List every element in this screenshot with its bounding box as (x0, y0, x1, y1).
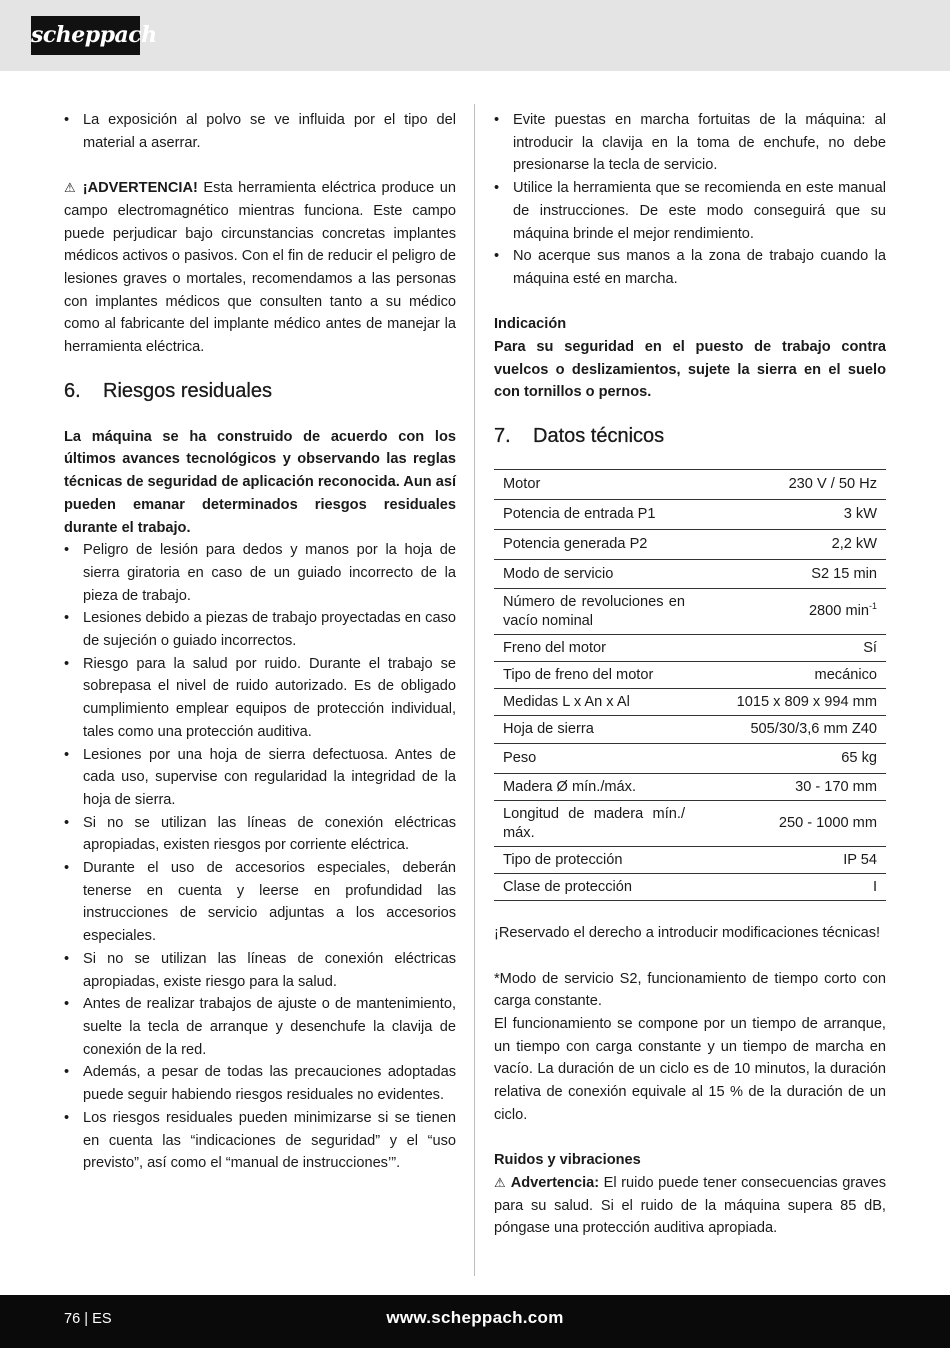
section-heading-technical-data (494, 423, 886, 449)
list-item: • Durante el uso de accesorios especiales, deberán tenerse en cuenta y leerse en profundidad las instrucciones de servicio adjuntas a los accesorios especiales. (64, 857, 456, 948)
noise-title: Ruidos y vibraciones (494, 1152, 641, 1169)
warning-triangle-icon: ⚠ (64, 180, 78, 196)
warning-text: Esta herramienta eléctrica produce un campo electromagnético mientras funciona. Este campo puede perjudicar bajo circunstancias concretas implantes médicos activos o pasivos. Con el fin de reducir el peligro de lesiones graves o mortales, recomendamos a las personas con implantes médicos que consulten tanto a su médico como al fabricante del implante médico antes de manejar la herramienta eléctrica. (64, 180, 457, 356)
list-item: • Peligro de lesión para dedos y manos por la hoja de sierra giratoria en caso de un guiado incorrecto de la pieza de trabajo. (64, 539, 456, 607)
noise-warning-label: Advertencia: (510, 1174, 600, 1191)
page-footer (0, 1295, 950, 1348)
list-item: • Riesgo para la salud por ruido. Durante el trabajo se sobrepasa el nivel de ruido autorizado. Es de obligado cumplimiento emplear equipos de protección individual, tales como una protección auditiva. (64, 653, 456, 744)
technical-data-table (494, 469, 886, 901)
table-row: Tipo de freno del motor mecánico (494, 662, 886, 689)
list-item: • No acerque sus manos a la zona de trabajo cuando la máquina esté en marcha. (494, 245, 886, 290)
residual-risks-list (64, 539, 456, 1175)
intro-list (64, 109, 456, 154)
table-row: Potencia de entrada P1 3 kW (494, 500, 886, 530)
note-text: Para su seguridad en el puesto de trabajo contra vuelcos o deslizamientos, sujete la sierra en el suelo con tornillos o pernos. (494, 339, 886, 401)
table-row: Madera Ø mín./máx. 30 - 170 mm (494, 774, 886, 801)
list-item: • Evite puestas en marcha fortuitas de la máquina: al introducir la clavija en la toma de enchufe, no debe presionarse la tecla de servicio. (494, 109, 886, 177)
list-item: • Los riesgos residuales pueden minimizarse si se tienen en cuenta las “indicaciones de seguridad” y el “uso previsto”, así como el “manual de instrucciones’”. (64, 1107, 456, 1175)
table-row: Tipo de protección IP 54 (494, 847, 886, 874)
page-header (0, 0, 950, 71)
section-title: Datos técnicos (533, 425, 665, 448)
list-item: • Además, a pesar de todas las precauciones adoptadas puede seguir habiendo riesgos residuales no evidentes. (64, 1061, 456, 1106)
brand-logo: scheppach (31, 16, 140, 55)
left-column (64, 109, 456, 1175)
warning-paragraph (64, 177, 456, 359)
list-item: • La exposición al polvo se ve influida por el tipo del material a aserrar. (64, 109, 456, 154)
table-row: Hoja de sierra 505/30/3,6 mm Z40 (494, 716, 886, 744)
noise-warning (494, 1172, 886, 1240)
list-item: • Si no se utilizan las líneas de conexión eléctricas apropiadas, existen riesgos por corriente eléctrica. (64, 812, 456, 857)
table-row: Freno del motor Sí (494, 635, 886, 662)
right-column (494, 109, 886, 1240)
reserved-notice: ¡Reservado el derecho a introducir modificaciones técnicas! (494, 925, 881, 942)
website-url: www.scheppach.com (386, 1308, 564, 1327)
list-item: • Si no se utilizan las líneas de conexión eléctricas apropiadas, existe riesgo para la salud. (64, 948, 456, 993)
note-title: Indicación (494, 316, 567, 333)
section-heading-residual-risks (64, 378, 456, 404)
table-row: Clase de protección I (494, 874, 886, 901)
table-row: Motor 230 V / 50 Hz (494, 470, 886, 500)
section-number: 7. (494, 425, 511, 448)
list-item: • Lesiones por una hoja de sierra defectuosa. Antes de cada uso, supervise con regularidad la integridad de la hoja de sierra. (64, 744, 456, 812)
table-row: Potencia generada P2 2,2 kW (494, 530, 886, 560)
section-number: 6. (64, 379, 81, 402)
noise-warning-text: El ruido puede tener consecuencias graves para su salud. Si el ruido de la máquina supera 85 dB, póngase una protección auditiva apropiada. (494, 1174, 886, 1237)
section-lead: La máquina se ha construido de acuerdo con los últimos avances tecnológicos y observando las reglas técnicas de seguridad de aplicación reconocida. Aun así pueden emanar determinados riesgos residuales durante el trabajo. (64, 428, 456, 536)
safety-list (494, 109, 886, 291)
list-item: • Utilice la herramienta que se recomienda en este manual de instrucciones. De este modo conseguirá que su máquina brinde el mejor rendimiento. (494, 177, 886, 245)
table-row: Número de revoluciones en vacío nominal 2800 $\min^{-1}$ (494, 589, 886, 635)
warning-label: ¡ADVERTENCIA! (82, 180, 198, 197)
table-row: Peso 65 kg (494, 744, 886, 774)
list-item: • Lesiones debido a piezas de trabajo proyectadas en caso de sujeción o guiado incorrectos. (64, 607, 456, 652)
table-row: Longitud de madera mín./ máx. 250 - 1000 mm (494, 801, 886, 847)
list-item: • Antes de realizar trabajos de ajuste o de mantenimiento, suelte la tecla de arranque y desenchufe la clavija de conexión de la red. (64, 993, 456, 1061)
table-row: Modo de servicio S2 15 min (494, 560, 886, 589)
column-divider (474, 104, 475, 1276)
section-title: Riesgos residuales (103, 379, 272, 402)
mode-detail: El funcionamiento se compone por un tiempo de arranque, un tiempo con carga constante y un tiempo de marcha en vacío. La duración de un ciclo es de 10 minutos, la duración relativa de conexión equivale al 15 % de la duración de un ciclo. (494, 1015, 886, 1123)
table-row: Medidas L x An x Al 1015 x 809 x 994 mm (494, 689, 886, 716)
mode-note: *Modo de servicio S2, funcionamiento de tiempo corto con carga constante. (494, 970, 886, 1010)
page-number: 76 | ES (64, 1311, 112, 1327)
warning-triangle-icon: ⚠ (494, 1174, 507, 1190)
